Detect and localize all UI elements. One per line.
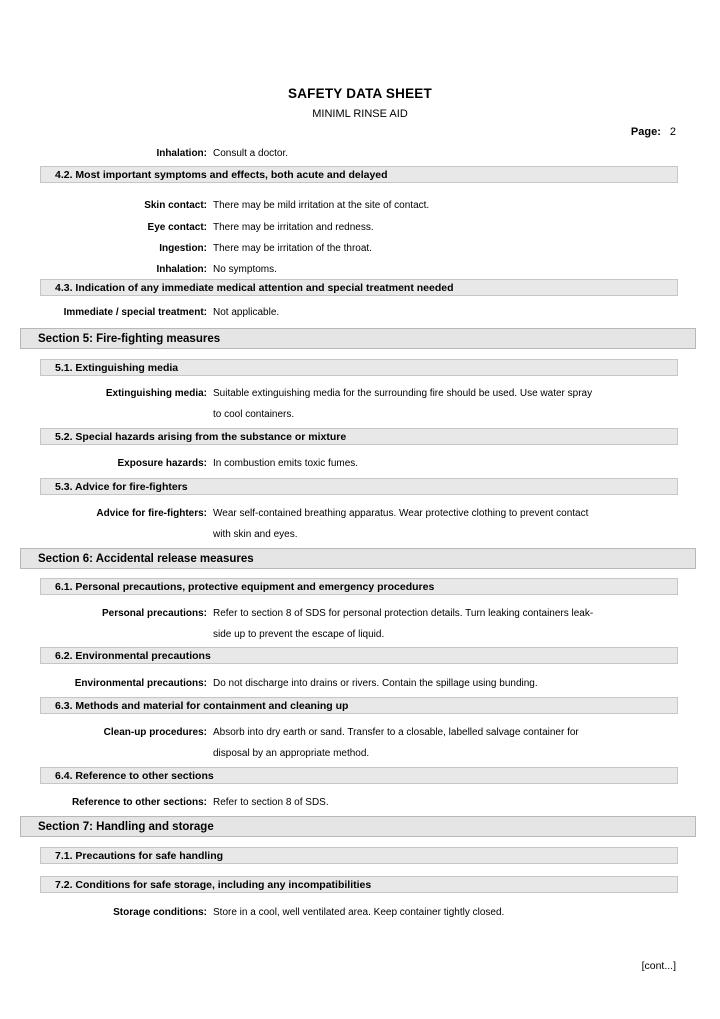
section-5-header: Section 5: Fire-fighting measures bbox=[20, 328, 696, 349]
field-label: Clean-up procedures: bbox=[103, 727, 207, 738]
field-value: There may be irritation of the throat. bbox=[213, 243, 372, 254]
section-5-3-header: 5.3. Advice for fire-fighters bbox=[40, 478, 678, 495]
field-label: Skin contact: bbox=[144, 200, 207, 211]
field-label: Storage conditions: bbox=[113, 907, 207, 918]
section-6-2-header: 6.2. Environmental precautions bbox=[40, 647, 678, 664]
field-value: There may be irritation and redness. bbox=[213, 222, 374, 233]
field-inhalation-first-aid bbox=[0, 143, 720, 164]
field-advice-fire-fighters bbox=[0, 503, 720, 545]
field-value: Do not discharge into drains or rivers. Contain the spillage using bunding. bbox=[213, 678, 538, 689]
field-label: Inhalation: bbox=[156, 264, 207, 275]
field-value: Consult a doctor. bbox=[213, 148, 289, 159]
field-value: Not applicable. bbox=[213, 307, 280, 318]
field-label: Inhalation: bbox=[156, 148, 207, 159]
field-label: Eye contact: bbox=[147, 222, 207, 233]
section-6-1-header: 6.1. Personal precautions, protective equipment and emergency procedures bbox=[40, 578, 678, 595]
field-skin-contact bbox=[0, 195, 720, 216]
continuation-marker: [cont...] bbox=[641, 960, 676, 972]
field-reference-other-sections bbox=[0, 792, 720, 813]
field-label: Environmental precautions: bbox=[74, 678, 207, 689]
field-value: In combustion emits toxic fumes. bbox=[213, 458, 359, 469]
field-eye-contact bbox=[0, 217, 720, 238]
page-number: 2 bbox=[669, 126, 676, 138]
section-5-1-header: 5.1. Extinguishing media bbox=[40, 359, 678, 376]
field-value: Refer to section 8 of SDS. bbox=[213, 797, 329, 808]
field-ingestion bbox=[0, 238, 720, 259]
section-4-2-header: 4.2. Most important symptoms and effects, both acute and delayed bbox=[40, 166, 678, 183]
page-label: Page: bbox=[630, 126, 661, 138]
field-value: Store in a cool, well ventilated area. Keep container tightly closed. bbox=[213, 907, 505, 918]
field-storage-conditions bbox=[0, 902, 720, 923]
page-indicator bbox=[631, 125, 676, 139]
field-environmental-precautions bbox=[0, 673, 720, 694]
field-label: Ingestion: bbox=[159, 243, 207, 254]
section-7-header: Section 7: Handling and storage bbox=[20, 816, 696, 837]
field-value: There may be mild irritation at the site of contact. bbox=[213, 200, 430, 211]
field-value: No symptoms. bbox=[213, 264, 277, 275]
field-personal-precautions bbox=[0, 603, 720, 645]
field-exposure-hazards bbox=[0, 453, 720, 474]
field-extinguishing-media bbox=[0, 383, 720, 425]
field-immediate-treatment bbox=[0, 302, 720, 323]
field-value: Suitable extinguishing media for the surrounding fire should be used. Use water spray to cool containers. bbox=[213, 388, 593, 420]
section-6-header: Section 6: Accidental release measures bbox=[20, 548, 696, 569]
field-label: Personal precautions: bbox=[101, 608, 207, 619]
field-label: Immediate / special treatment: bbox=[63, 307, 207, 318]
field-value: Absorb into dry earth or sand. Transfer to a closable, labelled salvage container for disposal by an appropriate method. bbox=[213, 727, 579, 759]
section-5-2-header: 5.2. Special hazards arising from the substance or mixture bbox=[40, 428, 678, 445]
product-name: MINIML RINSE AID bbox=[312, 108, 408, 120]
field-inhalation-symptoms bbox=[0, 259, 720, 280]
section-6-4-header: 6.4. Reference to other sections bbox=[40, 767, 678, 784]
field-value: Wear self-contained breathing apparatus. Wear protective clothing to prevent contact with skin and eyes. bbox=[213, 508, 589, 540]
field-label: Exposure hazards: bbox=[117, 458, 207, 469]
field-label: Advice for fire-fighters: bbox=[96, 508, 207, 519]
field-label: Extinguishing media: bbox=[105, 388, 207, 399]
field-cleanup-procedures bbox=[0, 722, 720, 764]
field-label: Reference to other sections: bbox=[71, 797, 207, 808]
field-value: Refer to section 8 of SDS for personal protection details. Turn leaking containers leak- side up to prevent the escape of liquid. bbox=[213, 608, 594, 640]
document-title: SAFETY DATA SHEET bbox=[288, 86, 432, 101]
section-6-3-header: 6.3. Methods and material for containment and cleaning up bbox=[40, 697, 678, 714]
section-4-3-header: 4.3. Indication of any immediate medical attention and special treatment needed bbox=[40, 279, 678, 296]
section-7-1-header: 7.1. Precautions for safe handling bbox=[40, 847, 678, 864]
section-7-2-header: 7.2. Conditions for safe storage, including any incompatibilities bbox=[40, 876, 678, 893]
